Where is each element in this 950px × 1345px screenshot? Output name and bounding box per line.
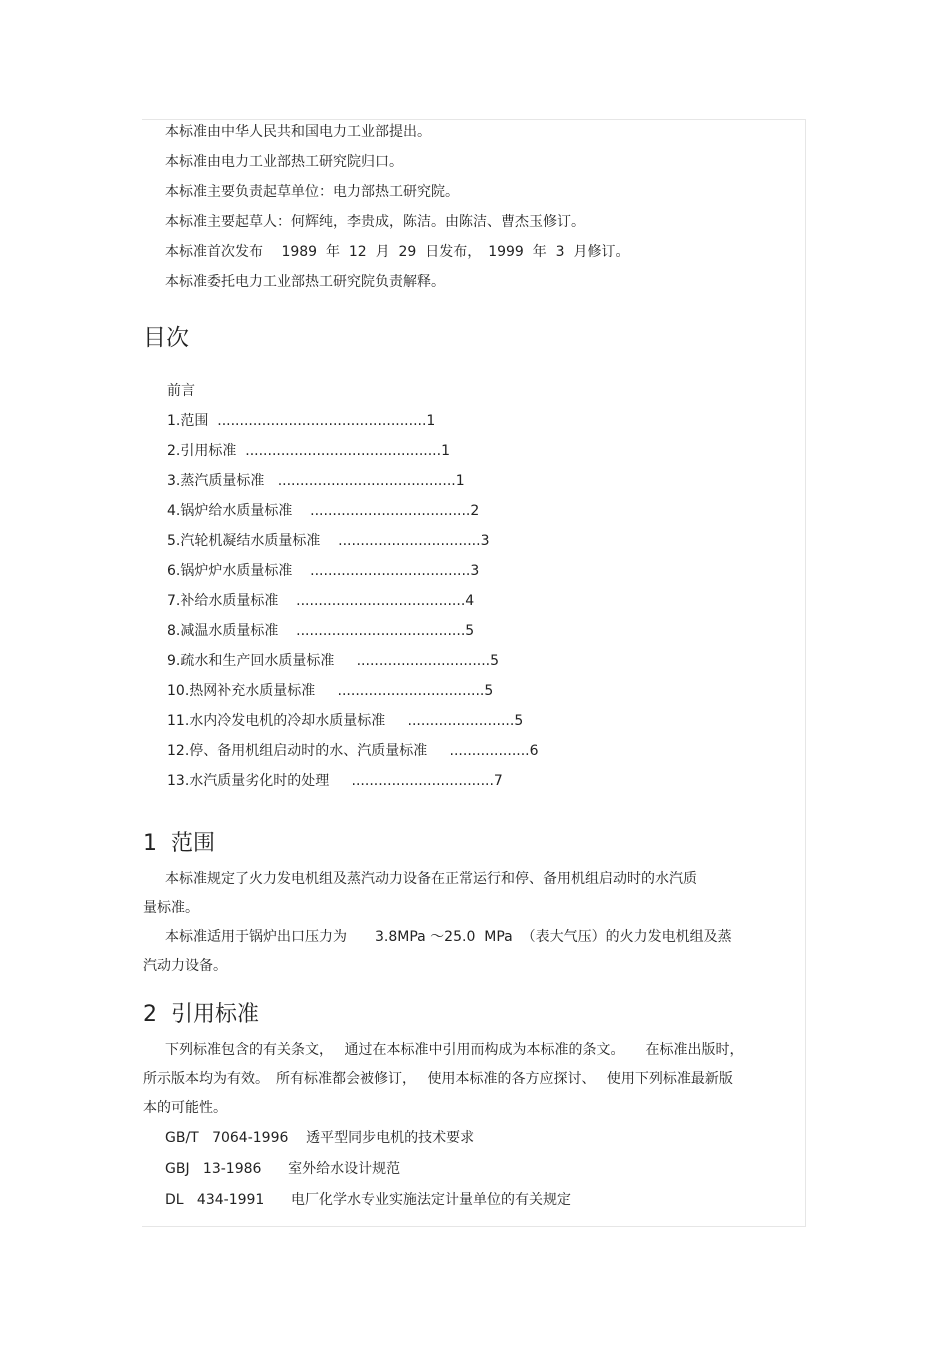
- toc-item[interactable]: 12.停、备用机组启动时的水、汽质量标准 ..................6: [167, 743, 539, 759]
- toc-item[interactable]: 13.水汽质量劣化时的处理 ................................7: [167, 773, 503, 789]
- toc-item[interactable]: 10.热网补充水质量标准 .................................5: [167, 683, 494, 699]
- toc-item[interactable]: 4.锅炉给水质量标准 ....................................2: [167, 503, 480, 519]
- section-1-para2-line1: 本标准适用于锅炉出口压力为 3.8MPa ～25.0 MPa （表大气压）的火力发电机组及蒸: [165, 929, 732, 945]
- toc-item[interactable]: 5.汽轮机凝结水质量标准 ................................3: [167, 533, 490, 549]
- foreword-line: 本标准主要起草人：何辉纯，李贵成，陈洁。由陈洁、曹杰玉修订。: [165, 214, 585, 230]
- section-2-para1-line3: 本的可能性。: [143, 1100, 227, 1116]
- toc-item[interactable]: 6.锅炉炉水质量标准 ....................................3: [167, 563, 480, 579]
- section-2-para1-line2: 所示版本均为有效。 所有标准都会被修订， 使用本标准的各方应探讨、 使用下列标准最新版: [143, 1071, 733, 1087]
- reference-standard: DL 434-1991 电厂化学水专业实施法定计量单位的有关规定: [165, 1192, 572, 1208]
- section-2-heading: 2 引用标准: [143, 1002, 259, 1027]
- section-1-para1-line2: 量标准。: [143, 900, 199, 916]
- document-body: [143, 119, 803, 1216]
- section-1-para2-line2: 汽动力设备。: [143, 958, 227, 974]
- toc-item[interactable]: 2.引用标准 ............................................1: [167, 443, 450, 459]
- section-1-para1-line1: 本标准规定了火力发电机组及蒸汽动力设备在正常运行和停、备用机组启动时的水汽质: [165, 871, 697, 887]
- section-2-body: [143, 1036, 803, 1216]
- foreword-block: [143, 117, 803, 297]
- section-1-body: [143, 865, 803, 981]
- toc-item[interactable]: 3.蒸汽质量标准 ........................................1: [167, 473, 465, 489]
- toc-list: [143, 376, 803, 796]
- foreword-line: 本标准委托电力工业部热工研究院负责解释。: [165, 274, 445, 290]
- foreword-line: 本标准主要负责起草单位：电力部热工研究院。: [165, 184, 459, 200]
- toc-item[interactable]: 11.水内冷发电机的冷却水质量标准 ........................5: [167, 713, 524, 729]
- foreword-line: 本标准由电力工业部热工研究院归口。: [165, 154, 403, 170]
- toc-item[interactable]: 1.范围 ...............................................1: [167, 413, 436, 429]
- section-1-heading: 1 范围: [143, 831, 215, 856]
- toc-item-foreword[interactable]: 前言: [167, 383, 195, 399]
- reference-standard: GBJ 13-1986 室外给水设计规范: [165, 1161, 401, 1177]
- foreword-line: 本标准由中华人民共和国电力工业部提出。: [165, 124, 431, 140]
- foreword-line: 本标准首次发布 1989 年 12 月 29 日发布， 1999 年 3 月修订。: [165, 244, 630, 260]
- reference-standard: GB/T 7064-1996 透平型同步电机的技术要求: [165, 1130, 475, 1146]
- toc-item[interactable]: 9.疏水和生产回水质量标准 ..............................5: [167, 653, 500, 669]
- toc-item[interactable]: 7.补给水质量标准 ......................................4: [167, 593, 475, 609]
- toc-title: 目次: [143, 325, 189, 351]
- toc-item[interactable]: 8.减温水质量标准 ......................................5: [167, 623, 475, 639]
- section-2-para1-line1: 下列标准包含的有关条文， 通过在本标准中引用而构成为本标准的条文。 在标准出版时，: [165, 1042, 744, 1058]
